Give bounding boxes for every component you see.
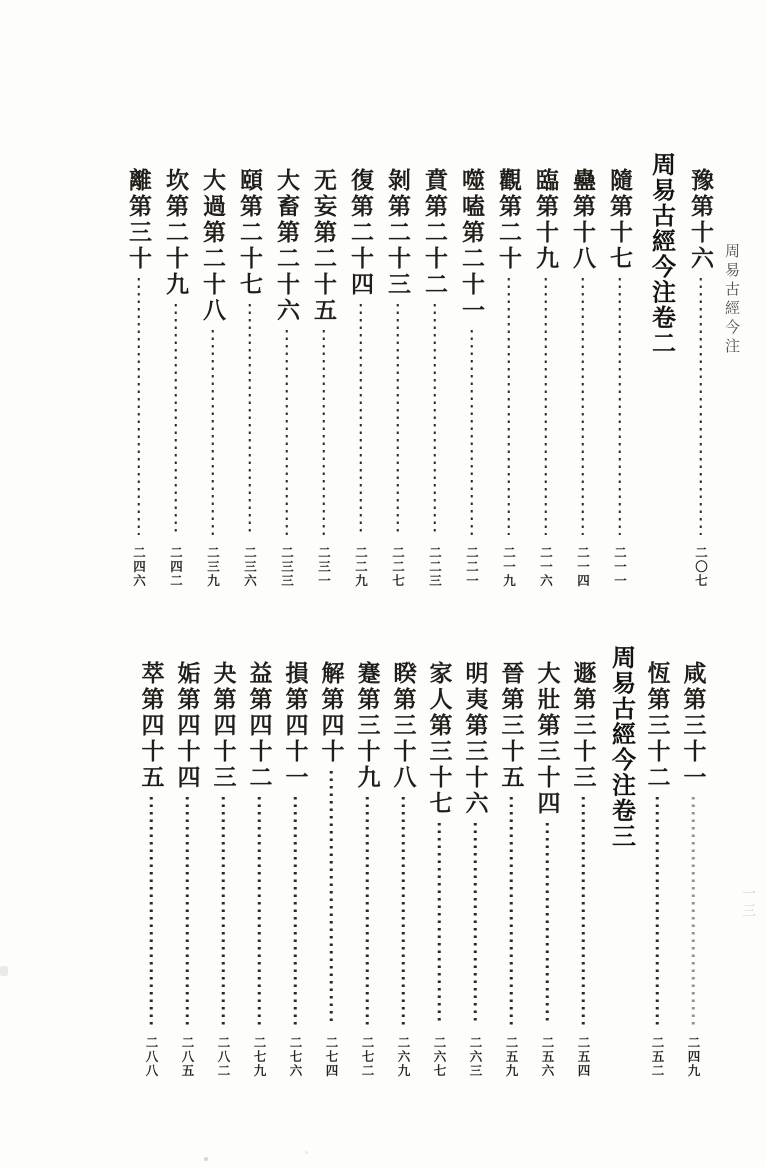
toc-entry-title: 姤第四十四 [174,661,200,791]
dot-leader [318,765,344,1031]
toc-entry-page-number: 二七四 [324,1036,338,1078]
toc-entry-title: 豫第十六 [688,168,713,272]
toc-entry [273,152,300,588]
dot-leader [174,791,200,1031]
toc-entry-title: 遯第三十三 [570,661,596,791]
dot-leader [569,272,596,541]
dot-leader [210,791,236,1031]
dot-leader [462,817,488,1031]
dot-leader [498,791,524,1031]
dot-leader [138,791,164,1031]
toc-entry [354,645,380,1078]
toc-entry-title: 觀第二十 [496,168,521,272]
toc-entry [347,152,374,588]
dot-leader [495,272,522,541]
toc-entry-page-number: 二二一 [464,546,479,588]
toc-entry-title: 坎第二十九 [163,168,188,298]
dot-leader [354,791,380,1031]
dot-leader [125,272,152,541]
toc-entry-title: 剝第二十三 [385,168,410,298]
dot-leader [421,298,448,541]
dot-leader [347,298,374,541]
toc-entry-title: 復第二十四 [348,168,373,298]
dot-leader [570,791,596,1031]
toc-entry-page-number: 二八五 [180,1036,194,1078]
toc-entry-page-number: 二四二 [168,546,183,588]
toc-entry-title: 賁第二十二 [422,168,447,298]
toc-entry-title: 明夷第三十六 [462,661,488,817]
toc-entry [236,152,263,588]
toc-entry-page-number: 二三九 [205,546,220,588]
toc-entry [138,645,164,1078]
toc-entry-title: 蹇第三十九 [354,661,380,791]
toc-entry-page-number: 二一一 [612,546,627,588]
toc-entry [498,645,524,1078]
toc-entry-title: 无妄第二十五 [311,168,336,324]
toc-entry-page-number: 二三一 [316,546,331,588]
toc-entry-title: 晉第三十五 [498,661,524,791]
toc-entry-page-number: 二五二 [650,1036,664,1078]
toc-entry-page-number: 二八二 [216,1036,230,1078]
toc-entry [390,645,416,1078]
toc-entry-page-number: 二二三 [427,546,442,588]
dot-leader [532,272,559,541]
dot-leader [458,324,485,541]
dot-leader [426,817,452,1031]
toc-entry-page-number: 二六三 [468,1036,482,1078]
dot-leader [534,817,560,1031]
toc-entry-page-number: 二二九 [353,546,368,588]
toc-entry [534,645,560,1078]
toc-entry [125,152,152,588]
toc-entry-page-number: 二四九 [686,1036,700,1078]
toc-entry-title: 離第三十 [126,168,151,272]
dot-leader [644,791,670,1031]
scan-artifact [204,1157,208,1161]
toc-entry [495,152,522,588]
toc-entry-title: 頤第二十七 [237,168,262,298]
toc-entry [384,152,411,588]
toc-entry-title: 大壯第三十四 [534,661,560,817]
toc-entry-page-number: 二六七 [432,1036,446,1078]
dot-leader [282,791,308,1031]
toc-entry-page-number: 二二七 [390,546,405,588]
toc-entry-title: 咸第三十一 [680,661,706,791]
scan-artifact [0,966,8,976]
toc-entry-page-number: 二七九 [252,1036,266,1078]
toc-entry [426,645,452,1078]
toc-entry [532,152,559,588]
toc-entry [210,645,236,1078]
toc-entry [462,645,488,1078]
toc-entry-title: 蠱第十八 [570,168,595,272]
toc-entry-title: 家人第三十七 [426,661,452,817]
toc-entry [421,152,448,588]
toc-entry-page-number: 二一六 [538,546,553,588]
toc-entry [318,645,344,1078]
toc-entry-title: 恆第三十二 [644,661,670,791]
toc-entry [606,152,633,588]
toc-entry-page-number: 二三三 [279,546,294,588]
scan-artifact [305,1151,308,1154]
toc-entry [310,152,337,588]
toc-entry-title: 解第四十 [318,661,344,765]
toc-entry-page-number: 二六九 [396,1036,410,1078]
toc-entry-title: 周易古經今注卷三 [607,645,634,849]
dot-leader [236,298,263,541]
toc-entry-page-number: 二五四 [576,1036,590,1078]
toc-entry-title: 夬第四十三 [210,661,236,791]
toc-entry [687,152,714,588]
toc-entry-title: 周易古經今注卷二 [647,152,674,356]
toc-entry-title: 睽第三十八 [390,661,416,791]
toc-entry [570,645,596,1078]
dot-leader [273,324,300,541]
dot-leader [390,791,416,1031]
dot-leader [384,298,411,541]
toc-entry [569,152,596,588]
dot-leader [162,298,189,541]
toc-entry-page-number: 二〇七 [693,546,708,588]
toc-section-heading [608,645,634,1078]
dot-leader [246,791,272,1031]
toc-entry-title: 隨第十七 [607,168,632,272]
toc-entry-page-number: 二五六 [540,1036,554,1078]
toc-entry [162,152,189,588]
dot-leader [310,324,337,541]
dot-leader [606,272,633,541]
toc-entry [174,645,200,1078]
toc-entry-page-number: 二一四 [575,546,590,588]
toc-entry-title: 益第四十二 [246,661,272,791]
toc-entry [282,645,308,1078]
toc-entry-title: 萃第四十五 [138,661,164,791]
toc-entry-title: 臨第十九 [533,168,558,272]
toc-entry-page-number: 二五九 [504,1036,518,1078]
toc-entry-page-number: 二七二 [360,1036,374,1078]
toc-entry-page-number: 二七六 [288,1036,302,1078]
toc-entry-page-number: 二四六 [131,546,146,588]
dot-leader [687,272,714,541]
toc-entry-title: 損第四十一 [282,661,308,791]
toc-entry-page-number: 二八八 [144,1036,158,1078]
dot-leader [680,791,706,1031]
toc-section-lower [128,645,706,1078]
toc-entry-page-number: 二一九 [501,546,516,588]
folio-number: 一三 [740,886,755,920]
toc-entry [199,152,226,588]
dot-leader [199,324,226,541]
toc-section-heading [645,152,677,588]
running-title: 周易古經今注 [723,243,739,357]
toc-entry-title: 大過第二十八 [200,168,225,324]
toc-entry-title: 噬嗑第二十一 [459,168,484,324]
toc-entry [680,645,706,1078]
toc-entry [458,152,485,588]
toc-section-upper [115,152,714,588]
toc-entry [246,645,272,1078]
toc-entry [644,645,670,1078]
toc-entry-title: 大畜第二十六 [274,168,299,324]
toc-entry-page-number: 二三六 [242,546,257,588]
